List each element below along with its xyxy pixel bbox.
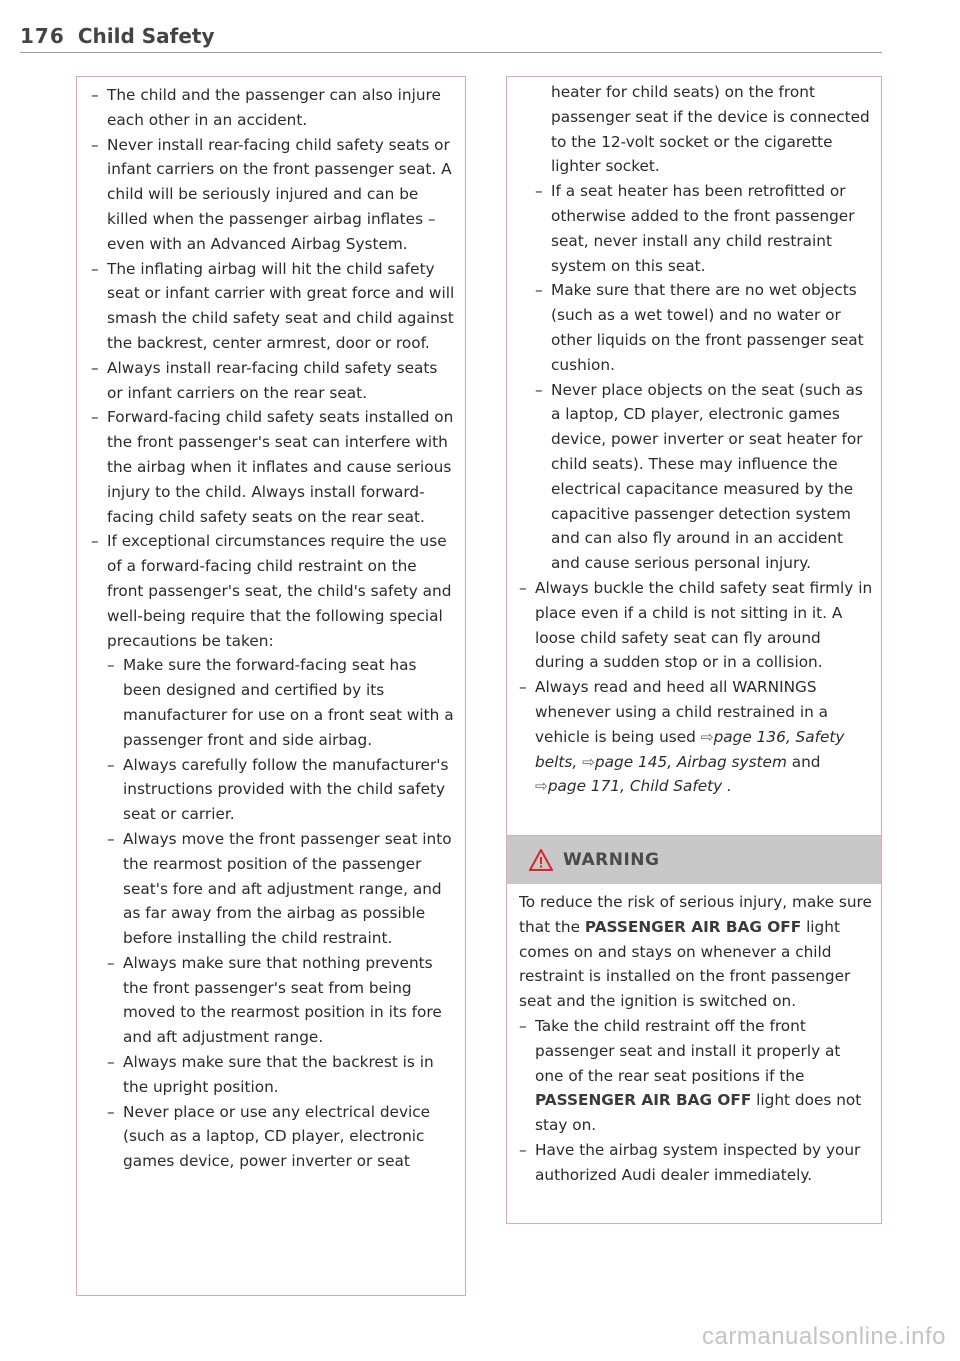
list-item bbox=[519, 675, 873, 799]
warning-intro-text: To reduce the risk of serious injury, make sure that the bbox=[519, 893, 872, 936]
list-item-text: Always buckle the child safety seat firmly in place even if a child is not sitting in it. A loose child safety seat can fly around during a sudden stop or in a collision. bbox=[535, 578, 873, 672]
reference-arrow-icon: ⇨ bbox=[535, 777, 548, 796]
reference-arrow-icon: ⇨ bbox=[582, 752, 595, 771]
sub-list-item-text: Always make sure that the backrest is in the upright position. bbox=[123, 1053, 434, 1096]
sub-list-item bbox=[535, 278, 873, 377]
warning-list-item bbox=[519, 1014, 873, 1138]
list-item bbox=[91, 529, 455, 1174]
list-item-text: The inflating airbag will hit the child safety seat or infant carrier with great force and will smash the child safety seat and child against the backrest, center armrest, door or roof. bbox=[107, 259, 455, 352]
sub-list-item-text: Make sure the forward-facing seat has been designed and certified by its manufacturer for use on a front seat with a passenger front and side airbag. bbox=[123, 656, 454, 749]
warning-item-text: light does not stay on. bbox=[535, 1091, 862, 1135]
list-item bbox=[91, 356, 455, 406]
sub-list-item bbox=[107, 753, 455, 827]
list-item-text: Always read and heed all WARNINGS whenever using a child restrained in a vehicle is being used bbox=[535, 678, 829, 746]
section-title: Child Safety bbox=[77, 24, 215, 48]
sub-list-item-text: Always make sure that nothing prevents the front passenger's seat from being moved to the rearmost position in its fore and aft adjustment range. bbox=[123, 953, 442, 1047]
conjunction-text: and bbox=[791, 752, 821, 771]
sub-list-item bbox=[107, 653, 455, 752]
sub-list-item-text: Make sure that there are no wet objects (such as a wet towel) and no water or other liquids on the front passenger seat cushion. bbox=[551, 281, 864, 374]
page-reference-link[interactable]: page 136, Safety belts, bbox=[535, 727, 845, 771]
warning-header bbox=[507, 836, 881, 884]
reference-arrow-icon: ⇨ bbox=[700, 727, 714, 746]
warning-list bbox=[519, 1014, 873, 1188]
page-reference-link[interactable]: page 171, Child Safety . bbox=[547, 777, 732, 796]
sub-list-item-text: Always move the front passenger seat into the rearmost position of the passenger seat's fore and aft adjustment range, and as far away from the airbag as possible before installing the child restraint. bbox=[123, 829, 452, 948]
list-item-text: If exceptional circumstances require the use of a forward-facing child restraint on the front passenger's seat, the child's safety and well-being require that the following special precautions be taken: bbox=[107, 532, 452, 650]
warning-body bbox=[507, 884, 881, 1188]
watermark: carmanualsonline.info bbox=[702, 1323, 946, 1350]
list-item bbox=[519, 576, 873, 675]
warning-intro bbox=[519, 890, 873, 1014]
list-item bbox=[91, 133, 455, 257]
sub-list-item-text: Never place or use any electrical device (such as a laptop, CD player, electronic games device, power inverter or seat bbox=[123, 1102, 431, 1171]
list-item bbox=[91, 257, 455, 356]
left-list bbox=[91, 83, 455, 1174]
sub-list-item bbox=[535, 378, 873, 576]
warning-intro-text: light comes on and stays on whenever a child restraint is installed on the front passenger seat and the ignition is switched on. bbox=[519, 917, 851, 1011]
warning-item-text: Take the child restraint off the front passenger seat and install it properly at one of the rear seat positions if the bbox=[535, 1016, 841, 1085]
list-item-text: The child and the passenger can also injure each other in an accident. bbox=[107, 86, 441, 129]
page-number: 176 bbox=[20, 24, 65, 48]
sub-list-item bbox=[107, 1050, 455, 1100]
warning-box bbox=[506, 836, 882, 1224]
sub-list-item-text: Never place objects on the seat (such as a laptop, CD player, electronic games device, power inverter or seat heater for child seats). These may influence the electrical capacitance measured by the capacitive passenger detection system and can also fly around in an accident and cause serious personal injury. bbox=[551, 380, 863, 573]
continued-text: heater for child seats) on the front passenger seat if the device is connected to the 12-volt socket or the cigarette lighter socket. bbox=[551, 83, 870, 176]
sub-list-item-text: If a seat heater has been retrofitted or otherwise added to the front passenger seat, never install any child restraint system on this seat. bbox=[551, 182, 855, 275]
sub-list-item bbox=[107, 1100, 455, 1174]
right-column-box bbox=[506, 76, 882, 836]
left-column-box bbox=[76, 76, 466, 1296]
list-item bbox=[91, 405, 455, 529]
list-item-text: Forward-facing child safety seats installed on the front passenger's seat can interfere with the airbag when it inflates and cause serious injury to the child. Always install forward-facing child safety seats on the rear seat. bbox=[107, 408, 454, 526]
sub-list-item bbox=[535, 179, 873, 278]
sub-list-item bbox=[107, 827, 455, 951]
warning-item-text: Have the airbag system inspected by your authorized Audi dealer immediately. bbox=[535, 1140, 861, 1184]
list-item bbox=[91, 83, 455, 133]
precautions-sublist bbox=[107, 653, 455, 1174]
header-divider bbox=[20, 52, 882, 53]
right-sublist bbox=[535, 179, 873, 576]
warning-emphasis: PASSENGER AIR BAG OFF bbox=[584, 917, 802, 936]
warning-title: WARNING bbox=[563, 849, 660, 870]
right-list bbox=[519, 576, 873, 799]
page-reference-link[interactable]: page 145, Airbag system bbox=[594, 752, 787, 771]
warning-emphasis: PASSENGER AIR BAG OFF bbox=[535, 1091, 752, 1110]
sub-list-item-text: Always carefully follow the manufacturer's instructions provided with the child safety seat or carrier. bbox=[123, 755, 449, 824]
list-item-text: Never install rear-facing child safety seats or infant carriers on the front passenger seat. A child will be seriously injured and can be killed when the passenger airbag inflates – even with an Advanced Airbag System. bbox=[107, 135, 452, 253]
list-item-text: Always install rear-facing child safety seats or infant carriers on the rear seat. bbox=[107, 358, 438, 402]
warning-triangle-icon bbox=[529, 849, 553, 871]
page-header bbox=[20, 24, 880, 52]
sub-list-item bbox=[107, 951, 455, 1050]
warning-list-item bbox=[519, 1138, 873, 1188]
